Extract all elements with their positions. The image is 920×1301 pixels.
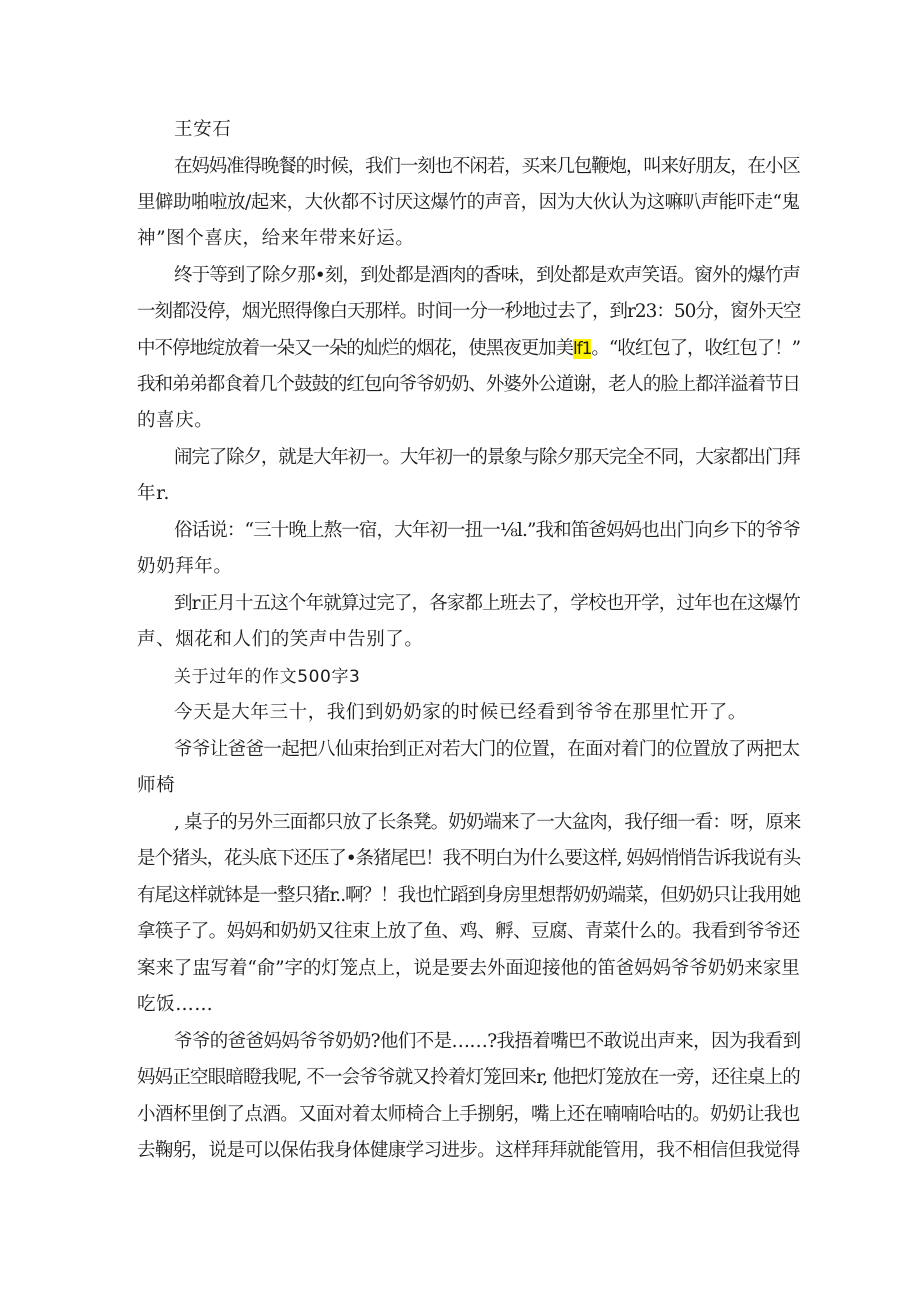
paragraph-1-line-1: 在妈妈准得晚餐的时候，我们一刻也不闲若，买来几包鞭炮，叫来好朋友，在小区 (174, 156, 800, 177)
paragraph-2-line-3-text-b: 。“收红包了，收红包了！” (591, 338, 801, 359)
paragraph-9-line-3: 小酒杯里倒了点酒。又面对着太师椅合上手捌躬，嘴上还在喃喃哈咕的。奶奶让我也 (137, 1104, 800, 1125)
paragraph-8-line-2: 是个猪头，花头底下还压了•条猪尾巴！我不明白为什么要这样, 妈妈悄悄告诉我说有头 (137, 848, 801, 869)
paragraph-8-line-5: 案来了盅写着“俞”字的灯笼点上，说是要去外面迎接他的笛爸妈妈爷爷奶奶来家里 (137, 958, 800, 979)
paragraph-9-line-1: 爷爷的爸爸妈妈爷爷奶奶?他们不是……?我捂着嘴巴不敢说出声来，因为我看到 (174, 1031, 801, 1052)
paragraph-4-line-1: 俗话说：“三十晚上熬一宿，大年初一扭一⅛l.”我和笛爸妈妈也出门向乡下的爷爷 (174, 520, 800, 541)
paragraph-5-line-1: 到r正月十五这个年就算过完了，各家都上班去了，学校也开学，过年也在这爆竹 (174, 593, 800, 614)
paragraph-2-line-3 (137, 337, 800, 361)
paragraph-2-line-5: 的喜庆。 (137, 410, 214, 431)
paragraph-2-line-1: 终于等到了除夕那•刻，到处都是酒肉的香味，到处都是欢声笑语。窗外的爆竹声 (174, 265, 801, 286)
paragraph-2-line-3-text-a: 中不停地绽放着一朵又一朵的灿烂的烟花，使黑夜更加美 (137, 338, 574, 359)
paragraph-8-line-6: 吃饭…… (137, 994, 214, 1015)
author-name: 王安石 (174, 119, 232, 140)
paragraph-2-line-4: 我和弟弟都食着几个鼓鼓的红包向爷爷奶奶、外婆外公道谢，老人的脸上都洋溢着节日 (137, 374, 800, 395)
paragraph-2-line-2: 一刻都没停，烟光照得像白天那样。时间一分一秒地过去了，到r23：50分，窗外天空 (137, 301, 801, 322)
paragraph-1-line-2: 里僻助啪啦放/起来，大伙都不讨厌这爆竹的声音，因为大伙认为这嘛叭声能吓走“鬼 (137, 192, 800, 213)
paragraph-9-line-4: 去鞠躬，说是可以保佑我身体健康学习进步。这样拜拜就能管用，我不相信但我觉得 (137, 1140, 800, 1161)
highlighted-text: lf1 (573, 339, 592, 359)
paragraph-4-line-2: 奶奶拜年。 (137, 556, 233, 577)
paragraph-9-line-2: 妈妈正空眼暗瞪我呢, 不一会爷爷就又拎着灯笼回来r, 他把灯笼放在一旁，还往桌上的 (137, 1067, 800, 1088)
paragraph-3-line-2: 年r. (137, 483, 170, 504)
paragraph-3-line-1: 闹完了除夕，就是大年初一。大年初一的景象与除夕那天完全不同，大家都出门拜 (174, 447, 800, 468)
paragraph-8-line-3: 有尾这样就钵是一整只猪r..啊？！我也忙蹈到身房里想帮奶奶端菜，但奶奶只让我用她 (137, 885, 801, 906)
paragraph-7-line-2: 师椅 (137, 775, 176, 796)
paragraph-8-line-1: , 桌子的另外三面都只放了长条凳。奶奶端来了一大盆肉，我仔细一看：呀，原来 (174, 812, 801, 833)
paragraph-6: 今天是大年三十，我们到奶奶家的时候已经看到爷爷在那里忙开了。 (174, 702, 748, 723)
paragraph-1-line-3: 神”图个喜庆，给来年带来好运。 (137, 228, 415, 249)
paragraph-8-line-4: 拿筷子了。妈妈和奶奶又往束上放了鱼、鸡、孵、豆腐、青菜什么的。我看到爷爷还 (137, 921, 800, 942)
paragraph-5-line-2: 声、烟花和人们的笑声中告别了。 (137, 629, 424, 650)
paragraph-7-line-1: 爷爷让爸爸一起把八仙束抬到正对若大门的位置，在面对着门的位置放了两把太 (174, 739, 800, 760)
section-title: 关于过年的作文500字3 (174, 667, 361, 687)
